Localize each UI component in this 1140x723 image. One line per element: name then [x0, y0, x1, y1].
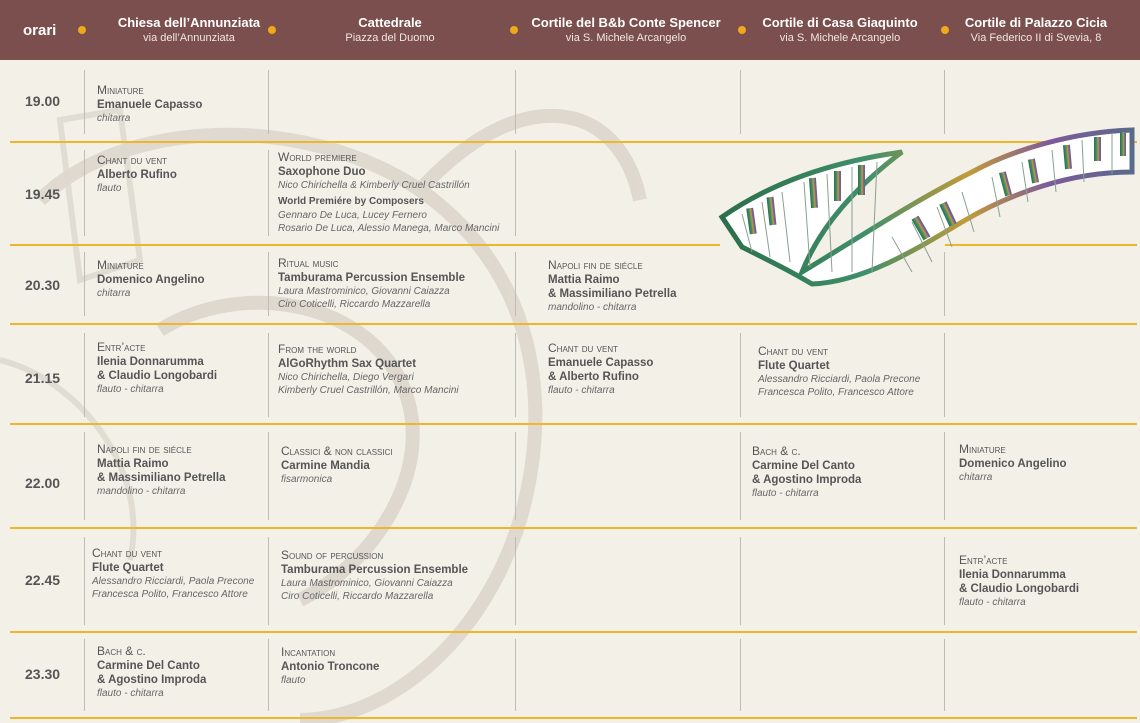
- event-info: Francesca Polito, Francesco Attore: [758, 387, 914, 398]
- venue-name: Cortile di Palazzo Cicia: [964, 15, 1108, 30]
- event-info: Alessandro Ricciardi, Paola Precone: [758, 374, 921, 385]
- event-artist: & Massimiliano Petrella: [97, 472, 226, 484]
- orari-label: orari: [23, 22, 57, 39]
- event-title: Sound of percussion: [281, 548, 384, 562]
- time-label: 20.30: [25, 277, 61, 293]
- event-title: Entr’acte: [959, 553, 1008, 567]
- event-artist: Domenico Angelino: [97, 274, 205, 286]
- event-block: [548, 341, 653, 397]
- time-label: 19.45: [25, 186, 61, 202]
- event-info: Ciro Coticelli, Riccardo Mazzarella: [281, 591, 434, 602]
- venue-name: Cortile di Casa Giaquinto: [762, 15, 918, 30]
- event-info: flauto - chitarra: [97, 688, 164, 699]
- row-separator: [10, 244, 720, 246]
- event-block: [278, 150, 499, 235]
- event-block: [97, 83, 202, 125]
- venue-address: via dell’Annunziata: [143, 32, 235, 44]
- event-block: [752, 444, 861, 500]
- event-title: Miniature: [97, 258, 144, 272]
- schedule-header: [0, 0, 1140, 60]
- event-info: chitarra: [97, 113, 131, 124]
- event-info: flauto - chitarra: [752, 488, 819, 499]
- event-artist: Carmine Del Canto: [752, 460, 855, 472]
- event-info: mandolino - chitarra: [548, 302, 637, 313]
- event-info: flauto: [97, 183, 122, 194]
- event-info: Francesca Polito, Francesco Attore: [92, 589, 248, 600]
- event-block: [97, 258, 205, 300]
- venue-name: Cattedrale: [358, 15, 422, 30]
- event-block: [959, 442, 1067, 484]
- time-label: 23.30: [25, 666, 61, 682]
- event-title: Bach & c.: [752, 444, 801, 458]
- event-artist: & Agostino Improda: [97, 674, 207, 686]
- event-title: Incantation: [281, 645, 336, 659]
- venue-name: Chiesa dell’Annunziata: [117, 15, 261, 30]
- bullet-icon: [78, 26, 86, 34]
- event-artist: & Claudio Longobardi: [97, 370, 218, 382]
- event-artist: Alberto Rufino: [97, 169, 177, 181]
- venue-address: Via Federico II di Svevia, 8: [970, 32, 1102, 44]
- event-block: [281, 548, 468, 603]
- event-artist: & Agostino Improda: [752, 474, 862, 486]
- event-artist: & Alberto Rufino: [548, 371, 639, 383]
- event-title: Napoli fin de siécle: [97, 442, 192, 456]
- event-artist: Domenico Angelino: [959, 458, 1067, 470]
- event-title: Chant du vent: [758, 344, 829, 358]
- event-artist: Mattia Raimo: [97, 458, 169, 470]
- event-subtitle: World Premiére by Composers: [278, 196, 424, 207]
- event-title: From the world: [278, 342, 357, 356]
- venue-address: Piazza del Duomo: [345, 32, 435, 44]
- event-info: mandolino - chitarra: [97, 486, 186, 497]
- venue-name: Cortile del B&b Conte Spencer: [531, 15, 721, 30]
- time-label: 21.15: [25, 370, 61, 386]
- time-label: 22.45: [25, 572, 61, 588]
- time-label: 22.00: [25, 475, 61, 491]
- event-title: Miniature: [97, 83, 144, 97]
- event-title: Classici & non classici: [281, 444, 393, 458]
- bullet-icon: [941, 26, 949, 34]
- event-artist: Tamburama Percussion Ensemble: [278, 272, 466, 284]
- row-separator: [10, 323, 1137, 325]
- event-artist: & Claudio Longobardi: [959, 583, 1080, 595]
- venue-palazzo-cicia: [956, 15, 1116, 45]
- event-title: Miniature: [959, 442, 1006, 456]
- event-artist: Ilenia Donnarumma: [97, 356, 204, 368]
- bullet-icon: [738, 26, 746, 34]
- event-info: flauto - chitarra: [97, 384, 164, 395]
- event-info: flauto: [281, 675, 306, 686]
- event-info: flauto - chitarra: [959, 597, 1026, 608]
- event-info: Rosario De Luca, Alessio Manega, Marco Mancini: [278, 223, 500, 234]
- event-block: [97, 153, 177, 195]
- event-title: Chant du vent: [548, 341, 619, 355]
- event-title: Chant du vent: [97, 153, 168, 167]
- venue-casa-giaquinto: [752, 15, 928, 45]
- event-block: [97, 442, 225, 498]
- event-info: flauto - chitarra: [548, 385, 615, 396]
- event-info: Laura Mastrominico, Giovanni Caiazza: [278, 286, 450, 297]
- event-block: [97, 340, 217, 396]
- venue-address: via S. Michele Arcangelo: [779, 32, 901, 44]
- row-separator: [10, 527, 1137, 529]
- event-title: Ritual music: [278, 256, 339, 270]
- event-artist: Antonio Troncone: [281, 661, 380, 673]
- event-artist: Tamburama Percussion Ensemble: [281, 564, 469, 576]
- event-block: [278, 256, 465, 311]
- event-artist: Saxophone Duo: [278, 166, 366, 178]
- event-block: [281, 444, 393, 486]
- venue-annunziata: [92, 15, 286, 45]
- event-title: Chant du vent: [92, 546, 163, 560]
- event-block: [959, 553, 1079, 609]
- event-info: Ciro Coticelli, Riccardo Mazzarella: [278, 299, 431, 310]
- event-block: [92, 546, 254, 601]
- event-block: [548, 258, 676, 314]
- event-info: chitarra: [959, 472, 993, 483]
- row-separator: [10, 717, 1137, 719]
- venue-cattedrale: [300, 15, 480, 45]
- event-info: chitarra: [97, 288, 131, 299]
- event-block: [281, 645, 379, 687]
- event-info: Nico Chirichella, Diego Vergari: [278, 372, 414, 383]
- piano-keyboard-art: [712, 122, 1140, 288]
- row-separator: [10, 631, 1137, 633]
- time-label: 19.00: [25, 93, 61, 109]
- event-title: Entr’acte: [97, 340, 146, 354]
- event-artist: Carmine Mandia: [281, 460, 370, 472]
- event-artist: Carmine Del Canto: [97, 660, 200, 672]
- event-artist: Emanuele Capasso: [97, 99, 203, 111]
- event-block: [758, 344, 920, 399]
- event-info: Gennaro De Luca, Lucey Fernero: [278, 210, 427, 221]
- event-title: Bach & c.: [97, 644, 146, 658]
- event-artist: Flute Quartet: [758, 360, 830, 372]
- event-artist: & Massimiliano Petrella: [548, 288, 677, 300]
- event-info: Nico Chirichella & Kimberly Cruel Castrillón: [278, 180, 470, 191]
- venue-conte-spencer: [522, 15, 730, 45]
- event-info: Alessandro Ricciardi, Paola Precone: [92, 576, 255, 587]
- event-artist: Ilenia Donnarumma: [959, 569, 1066, 581]
- event-title: World premiere: [278, 150, 357, 164]
- event-info: Laura Mastrominico, Giovanni Caiazza: [281, 578, 453, 589]
- venue-address: via S. Michele Arcangelo: [565, 32, 687, 44]
- event-artist: Emanuele Capasso: [548, 357, 654, 369]
- event-block: [278, 342, 459, 397]
- event-artist: AlGoRhythm Sax Quartet: [278, 358, 417, 370]
- row-separator: [10, 423, 1137, 425]
- event-artist: Flute Quartet: [92, 562, 164, 574]
- event-artist: Mattia Raimo: [548, 274, 620, 286]
- event-info: fisarmonica: [281, 474, 333, 485]
- event-block: [97, 644, 206, 700]
- bullet-icon: [268, 26, 276, 34]
- bullet-icon: [510, 26, 518, 34]
- event-title: Napoli fin de siécle: [548, 258, 643, 272]
- event-info: Kimberly Cruel Castrillón, Marco Mancini: [278, 385, 459, 396]
